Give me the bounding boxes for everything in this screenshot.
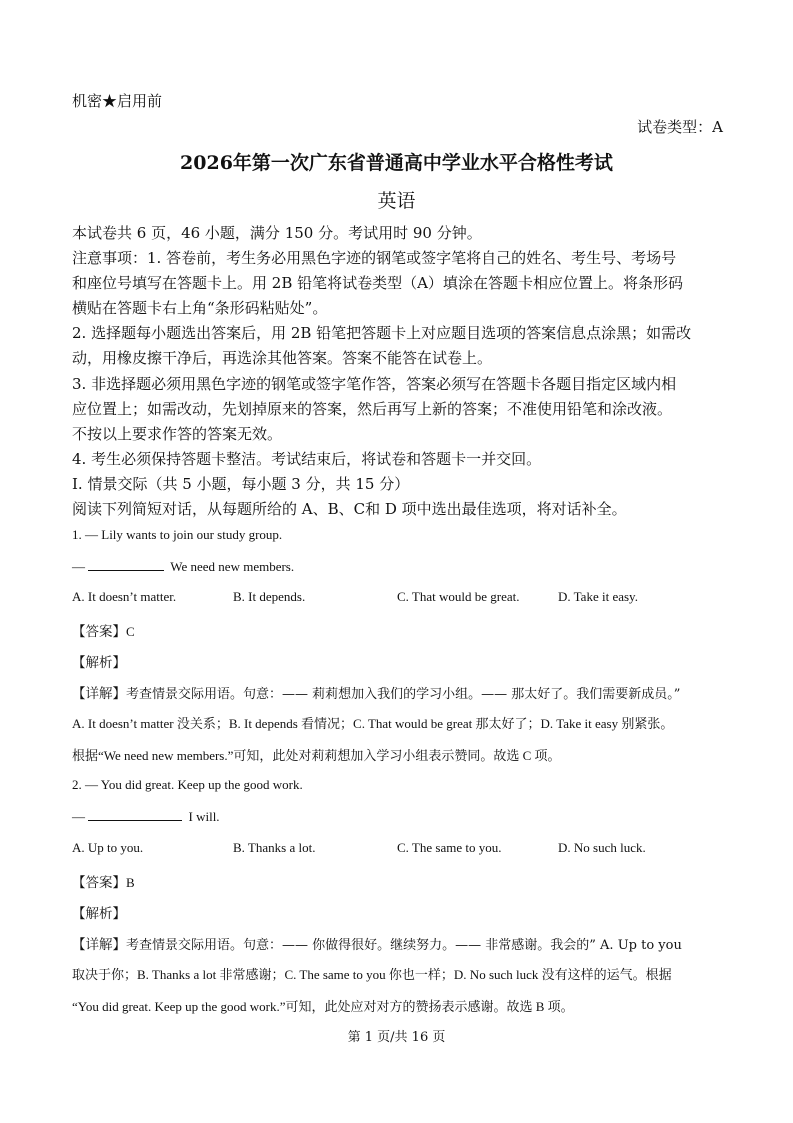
notes-line-2: 和座位号填写在答题卡上。用 2B 铅笔将试卷类型（A）填涂在答题卡相应位置上。将条形码 [72,274,683,292]
notes-line-9: 4. 考生必须保持答题卡整洁。考试结束后，将试卷和答题卡一并交回。 [72,450,542,468]
question-1-detail-line-3: 根据“We need new members.”可知，此处对莉莉想加入学习小组表示赞同。故选 C 项。 [72,748,561,763]
question-2-prompt: 2. — You did great. Keep up the good work. [72,777,303,792]
exam-info: 本试卷共 6 页，46 小题，满分 150 分。考试用时 90 分钟。 [72,224,482,242]
question-1-answer [72,620,135,640]
exam-title: 2026年第一次广东省普通高中学业水平合格性考试 [180,152,613,174]
question-1-analysis-tag: 【解析】 [72,655,126,671]
notes-line-6: 3. 非选择题必须用黑色字迹的钢笔或签字笔作答，答案必须写在答题卡各题目指定区域内相 [72,375,677,393]
question-2-detail-line-1 [72,933,682,953]
answer-value: C [126,624,135,639]
question-2-detail-line-2: 取决于你；B. Thanks a lot 非常感谢；C. The same to you 你也一样；D. No such luck 没有这样的运气。根据 [72,967,672,982]
page-footer: 第 1 页/共 16 页 [347,1030,446,1045]
subject-title: 英语 [377,190,416,212]
notes-line-3: 横贴在答题卡右上角“条形码粘贴处”。 [72,299,328,317]
confidential-mark: 机密★启用前 [72,92,163,110]
paper-type-label: 试卷类型：A [637,118,723,136]
option-a: A. It doesn’t matter. [72,589,177,604]
question-2-analysis-tag: 【解析】 [72,906,126,922]
answer-blank [88,558,164,571]
question-2-options [72,840,722,858]
notes-line-7: 应位置上；如需改动，先划掉原来的答案，然后再写上新的答案；不准使用铅笔和涂改液。 [72,400,673,418]
notes-line-5: 动，用橡皮擦干净后，再选涂其他答案。答案不能答在试卷上。 [72,349,493,367]
option-c: C. That would be great. [397,589,520,604]
question-1-options [72,589,722,607]
dash: — [72,559,85,574]
question-2-response [72,808,220,825]
question-2-detail-line-3: “You did great. Keep up the good work.”可知，此处应对对方的赞扬表示感谢。故选 B 项。 [72,999,574,1014]
notes-line-8: 不按以上要求作答的答案无效。 [72,425,283,443]
question-1-response-text: We need new members. [170,559,295,574]
section-instruction: 阅读下列简短对话，从每题所给的 A、B、C和 D 项中选出最佳选项，将对话补全。 [72,500,627,518]
answer-value: B [126,875,135,890]
option-a: A. Up to you. [72,840,144,855]
question-2-response-text: I will. [188,809,220,824]
answer-blank [88,808,182,821]
option-b: B. It depends. [233,589,306,604]
option-d: D. No such luck. [558,840,646,855]
question-1-detail-line-1 [72,682,680,702]
detail-text: 考查情景交际用语。句意：—— 你做得很好。继续努力。—— 非常感谢。我会的” A. Up to you [126,938,682,953]
question-1-detail-line-2: A. It doesn’t matter 没关系；B. It depends 看情况；C. That would be great 那太好了；D. Take it easy 别紧张。 [72,716,674,731]
question-1-prompt: 1. — Lily wants to join our study group. [72,527,283,542]
detail-tag: 【详解】 [72,937,126,953]
notes-line-1: 注意事项：1. 答卷前，考生务必用黑色字迹的钢笔或签字笔将自己的姓名、考生号、考场号 [72,249,677,267]
option-b: B. Thanks a lot. [233,840,316,855]
option-c: C. The same to you. [397,840,502,855]
dash: — [72,809,85,824]
answer-tag: 【答案】 [72,624,126,640]
question-1-response [72,558,294,575]
notes-line-4: 2. 选择题每小题选出答案后，用 2B 铅笔把答题卡上对应题目选项的答案信息点涂黑；如需改 [72,324,692,342]
answer-tag: 【答案】 [72,875,126,891]
option-d: D. Take it easy. [558,589,638,604]
question-2-answer [72,871,135,891]
detail-text: 考查情景交际用语。句意：—— 莉莉想加入我们的学习小组。—— 那太好了。我们需要新成员。” [126,687,681,702]
detail-tag: 【详解】 [72,686,126,702]
section-heading: Ⅰ. 情景交际（共 5 小题，每小题 3 分，共 15 分） [72,475,410,493]
